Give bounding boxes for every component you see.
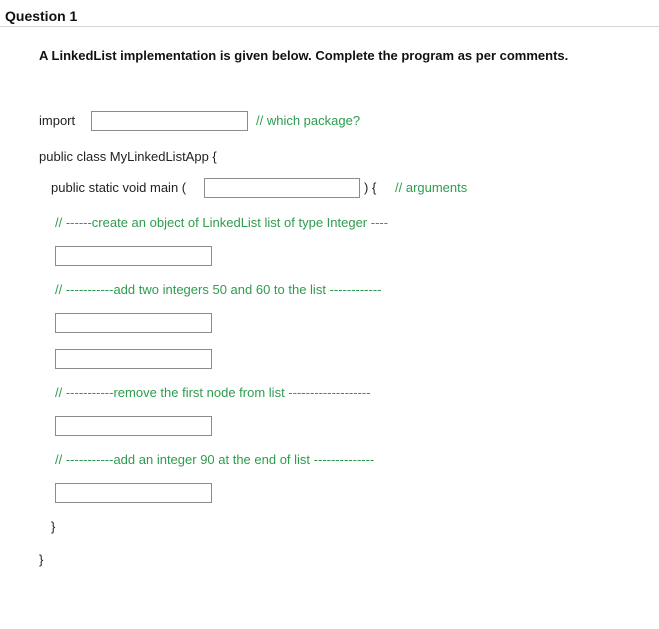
main-declaration-close: ) { (364, 180, 377, 195)
class-declaration: public class MyLinkedListApp { (39, 149, 217, 164)
create-list-input[interactable] (55, 246, 212, 266)
class-closing-brace: } (39, 552, 44, 567)
remove-first-comment: // -----------remove the first node from list ------------------- (55, 385, 371, 400)
main-closing-brace: } (51, 519, 56, 534)
import-comment: // which package? (256, 113, 361, 128)
question-header (0, 0, 659, 27)
remove-first-input[interactable] (55, 416, 212, 436)
import-keyword: import (39, 113, 76, 128)
add-50-input[interactable] (55, 313, 212, 333)
add-60-input[interactable] (55, 349, 212, 369)
main-declaration: public static void main ( (51, 180, 187, 195)
create-object-comment: // ------create an object of LinkedList list of type Integer ---- (55, 215, 389, 230)
add-integers-comment: // -----------add two integers 50 and 60 to the list ------------ (55, 282, 382, 297)
add-90-end-input[interactable] (55, 483, 212, 503)
import-package-input[interactable] (91, 111, 248, 131)
main-arguments-input[interactable] (204, 178, 360, 198)
arguments-comment: // arguments (395, 180, 468, 195)
question-title: Question 1 (5, 8, 78, 24)
question-prompt: A LinkedList implementation is given below. Complete the program as per comments. (39, 48, 569, 63)
add-end-comment: // -----------add an integer 90 at the end of list -------------- (55, 452, 375, 467)
